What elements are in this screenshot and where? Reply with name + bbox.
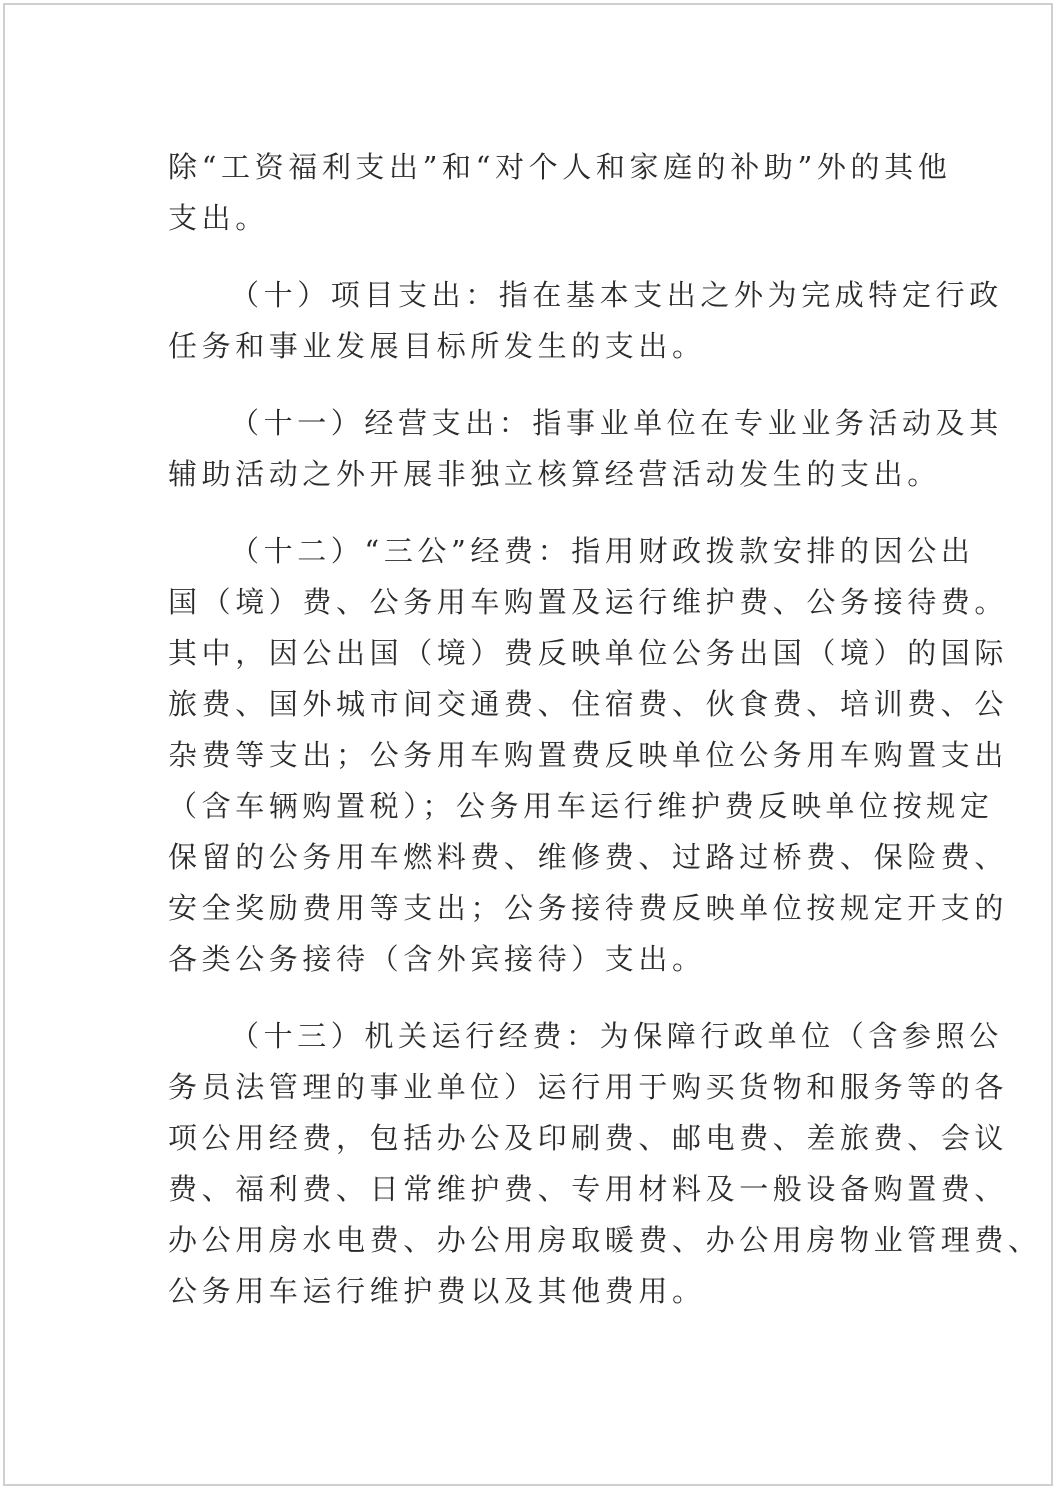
text-line: （十一）经营支出：指事业单位在专业业务活动及其 (230, 406, 1003, 440)
text-line: （十）项目支出：指在基本支出之外为完成特定行政 (230, 278, 1003, 312)
text-line: 杂费等支出；公务用车购置费反映单位公务用车购置支出 (168, 738, 1009, 772)
text-line: 安全奖励费用等支出；公务接待费反映单位按规定开支的 (168, 891, 1009, 925)
text-line: 务员法管理的事业单位）运行用于购买货物和服务等的各 (168, 1070, 1009, 1104)
document-page (3, 3, 1053, 1486)
text-line: 项公用经费，包括办公及印刷费、邮电费、差旅费、会议 (168, 1121, 1009, 1155)
text-line: （含车辆购置税）；公务用车运行维护费反映单位按规定 (168, 789, 994, 823)
text-line: 公务用车运行维护费以及其他费用。 (168, 1274, 706, 1308)
text-line: 任务和事业发展目标所发生的支出。 (168, 329, 706, 363)
text-line: 各类公务接待（含外宾接待）支出。 (168, 942, 706, 976)
paragraph-operating-expenditure (168, 398, 1003, 500)
document-body (168, 142, 1042, 1317)
paragraph-agency-operating-funds (168, 1011, 1042, 1317)
text-line: 其中，因公出国（境）费反映单位公务出国（境）的国际 (168, 636, 1009, 670)
text-line: 支出。 (168, 201, 269, 235)
paragraph-three-public-funds (168, 526, 1009, 985)
text-line: 旅费、国外城市间交通费、住宿费、伙食费、培训费、公 (168, 687, 1009, 721)
paragraph-continuation (168, 142, 952, 244)
text-line: 辅助活动之外开展非独立核算经营活动发生的支出。 (168, 457, 941, 491)
text-line: 保留的公务用车燃料费、维修费、过路过桥费、保险费、 (168, 840, 1009, 874)
text-line: 费、福利费、日常维护费、专用材料及一般设备购置费、 (168, 1172, 1009, 1206)
text-line: （十三）机关运行经费：为保障行政单位（含参照公 (230, 1019, 1003, 1053)
text-line: （十二）“三公”经费：指用财政拨款安排的因公出 (230, 534, 975, 568)
text-line: 办公用房水电费、办公用房取暖费、办公用房物业管理费、 (168, 1223, 1042, 1257)
text-line: 除“工资福利支出”和“对个人和家庭的补助”外的其他 (168, 150, 952, 184)
paragraph-project-expenditure (168, 270, 1003, 372)
text-line: 国（境）费、公务用车购置及运行维护费、公务接待费。 (168, 585, 1009, 619)
